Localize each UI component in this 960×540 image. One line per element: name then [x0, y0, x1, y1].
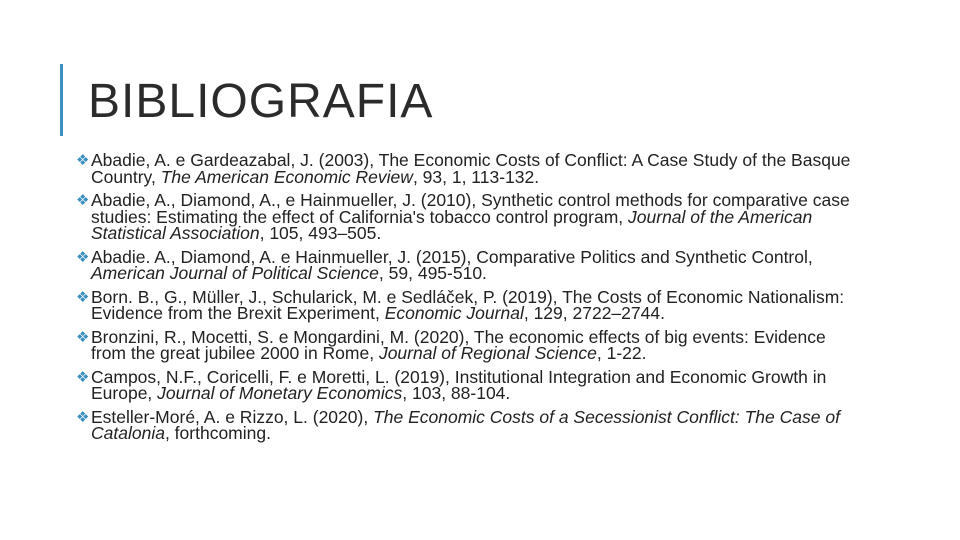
reference-text: Abadie, A. e Gardeazabal, J. (2003), The Economic Costs of Conflict: A Case Study of the Basque Country,: [91, 150, 851, 187]
reference-item: [76, 246, 854, 283]
diamond-bullet-icon: ❖: [76, 368, 90, 386]
reference-journal: Journal of the American Statistical Association: [91, 206, 813, 243]
reference-text: Esteller-Moré, A. e Rizzo, L. (2020),: [91, 406, 374, 427]
reference-details: , forthcoming.: [164, 423, 271, 443]
reference-details: , 103, 88-104.: [402, 383, 511, 403]
diamond-bullet-icon: ❖: [76, 288, 90, 306]
reference-item: [76, 190, 854, 243]
reference-journal: Economic Journal: [384, 303, 524, 323]
reference-journal: Journal of Regional Science: [378, 343, 597, 363]
diamond-bullet-icon: ❖: [76, 192, 90, 209]
reference-text: Bronzini, R., Mocetti, S. e Mongardini, M. (2020), The economic effects of big events: Evidence from the great jubilee 2000 in Rome,: [91, 326, 826, 363]
reference-text: Born. B., G., Müller, J., Schularick, M. e Sedláček, P. (2019), The Costs of Economic Nationalism: Evidence from the Brexit Experiment,: [91, 286, 845, 323]
diamond-bullet-icon: ❖: [76, 328, 90, 346]
reference-text: Abadie, A., Diamond, A., e Hainmueller, J. (2010), Synthetic control methods for comparative case studies: Estimating the effect of California's tobacco control program,: [91, 190, 850, 227]
bibliography-list: [76, 150, 854, 443]
reference-text: Abadie. A., Diamond, A. e Hainmueller, J. (2015), Comparative Politics and Synthetic Control,: [91, 246, 813, 267]
title-accent-bar: [60, 64, 63, 136]
diamond-bullet-icon: ❖: [76, 152, 90, 169]
reference-details: , 59, 495-510.: [378, 263, 487, 283]
reference-item: [76, 326, 854, 363]
reference-item: [76, 406, 854, 443]
reference-journal: The American Economic Review: [160, 166, 413, 187]
reference-item: [76, 150, 854, 187]
reference-item: [76, 286, 854, 323]
reference-journal: Journal of Monetary Economics: [157, 383, 403, 403]
diamond-bullet-icon: ❖: [76, 408, 90, 426]
slide-title: BIBLIOGRAFIA: [88, 75, 434, 128]
reference-item: [76, 366, 854, 403]
reference-journal: The Economic Costs of a Secessionist Conflict: The Case of Catalonia: [91, 406, 840, 443]
reference-details: , 1-22.: [596, 343, 647, 363]
diamond-bullet-icon: ❖: [76, 248, 90, 266]
reference-details: , 105, 493–505.: [259, 223, 382, 243]
reference-journal: American Journal of Political Science: [91, 263, 379, 283]
reference-details: , 129, 2722–2744.: [523, 303, 665, 323]
reference-text: Campos, N.F., Coricelli, F. e Moretti, L. (2019), Institutional Integration and Economic Growth in Europe,: [91, 366, 827, 403]
reference-details: , 93, 1, 113-132.: [412, 166, 540, 187]
